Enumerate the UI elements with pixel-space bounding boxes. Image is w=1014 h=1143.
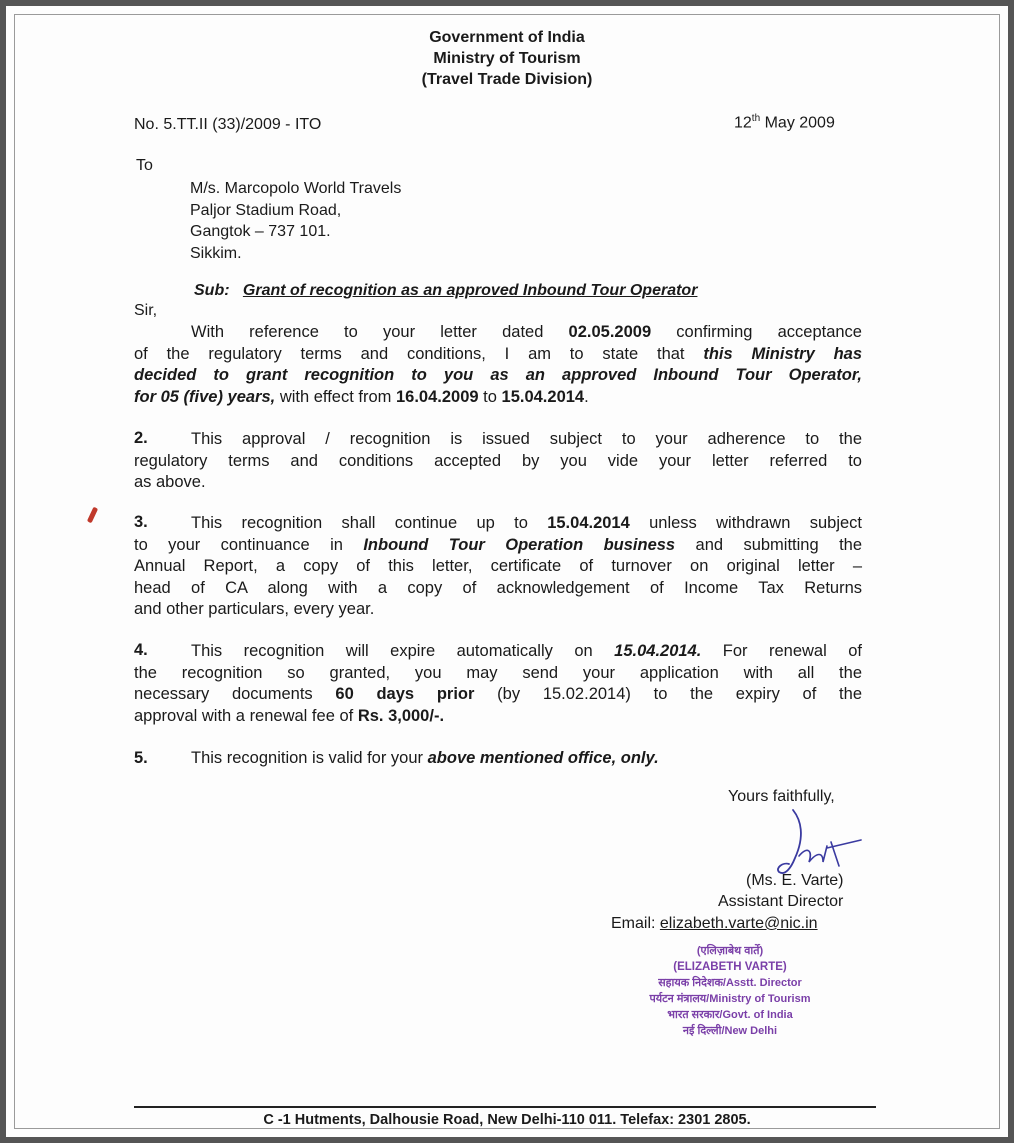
- para4-line-3: necessary documents 60 days prior (by 15.02.2014) to the expiry of the: [134, 685, 862, 703]
- signatory-email-line: Email: elizabeth.varte@nic.in: [611, 915, 818, 932]
- paragraph-5: This recognition is valid for your above mentioned office, only.: [191, 749, 659, 767]
- salutation: Sir,: [134, 302, 158, 319]
- stamp-line: (ELIZABETH VARTE): [673, 961, 787, 973]
- email-link[interactable]: elizabeth.varte@nic.in: [659, 915, 818, 932]
- paragraph-2: [134, 429, 862, 494]
- para3-line-3: Annual Report, a copy of this letter, certificate of turnover on original letter –: [134, 557, 862, 575]
- stamp-line: पर्यटन मंत्रालय/Ministry of Tourism: [649, 993, 811, 1005]
- addressee-line: Sikkim.: [190, 244, 242, 262]
- footer-divider: [134, 1106, 876, 1108]
- paragraph-4: [134, 641, 862, 727]
- para4-number: 4.: [134, 641, 148, 659]
- signatory-name: (Ms. E. Varte): [746, 872, 844, 889]
- para1-line-2: of the regulatory terms and conditions, I am to state that this Ministry has: [134, 344, 862, 363]
- paragraph-3: [134, 513, 862, 621]
- letter-date: 12th May 2009: [734, 113, 835, 132]
- subject-label: Sub:: [194, 282, 230, 299]
- para2-line-2: regulatory terms and conditions accepted by you vide your letter referred to: [134, 451, 862, 470]
- signatory-designation: Assistant Director: [718, 893, 844, 910]
- official-stamp: [600, 943, 860, 1039]
- para2-line-1: This approval / recognition is issued subject to your adherence to the: [191, 430, 862, 448]
- stamp-line: भारत सरकार/Govt. of India: [667, 1009, 793, 1021]
- letterhead-line-3: (Travel Trade Division): [421, 71, 593, 88]
- letterhead-line-1: Government of India: [429, 29, 585, 46]
- addressee-line: M/s. Marcopolo World Travels: [190, 180, 402, 197]
- para2-number: 2.: [134, 429, 148, 447]
- para1-line-1: With reference to your letter dated 02.05.2009 confirming acceptance: [191, 323, 862, 341]
- stamp-line: सहायक निदेशक/Asstt. Director: [658, 977, 802, 989]
- footer-address: C -1 Hutments, Dalhousie Road, New Delhi-110 011. Telefax: 2301 2805.: [263, 1112, 751, 1128]
- para3-number: 3.: [134, 513, 148, 531]
- addressee-line: Paljor Stadium Road,: [190, 201, 342, 219]
- para3-line-5: and other particulars, every year.: [134, 600, 375, 618]
- para4-line-4: approval with a renewal fee of Rs. 3,000/-.: [134, 706, 445, 725]
- para1-line-3: decided to grant recognition to you as an approved Inbound Tour Operator,: [134, 366, 862, 384]
- paragraph-1: [134, 322, 862, 408]
- para4-line-2: the recognition so granted, you may send your application with all the: [134, 663, 862, 682]
- stamp-line: नई दिल्ली/New Delhi: [682, 1025, 778, 1037]
- para2-line-3: as above.: [134, 473, 206, 491]
- closing: Yours faithfully,: [728, 788, 835, 805]
- subject-text: Grant of recognition as an approved Inbound Tour Operator: [242, 282, 698, 299]
- subject-line: [194, 282, 697, 300]
- para1-line-4: for 05 (five) years, with effect from 16.04.2009 to 15.04.2014.: [134, 387, 589, 406]
- para5-number: 5.: [134, 749, 148, 767]
- to-label: To: [136, 157, 153, 174]
- addressee-block: [190, 178, 401, 264]
- letterhead-line-2: Ministry of Tourism: [433, 50, 581, 67]
- stamp-line: (एलिज़ाबेथ वार्ते): [696, 945, 764, 957]
- para4-line-1: This recognition will expire automatically on 15.04.2014. For renewal of: [191, 642, 862, 660]
- para3-line-2: to your continuance in Inbound Tour Operation business and submitting the: [134, 535, 862, 554]
- para3-line-4: head of CA along with a copy of acknowledgement of Income Tax Returns: [134, 578, 862, 597]
- addressee-line: Gangtok – 737 101.: [190, 223, 331, 240]
- para3-line-1: This recognition shall continue up to 15.04.2014 unless withdrawn subject: [191, 514, 862, 532]
- reference-number: No. 5.TT.II (33)/2009 - ITO: [134, 116, 322, 133]
